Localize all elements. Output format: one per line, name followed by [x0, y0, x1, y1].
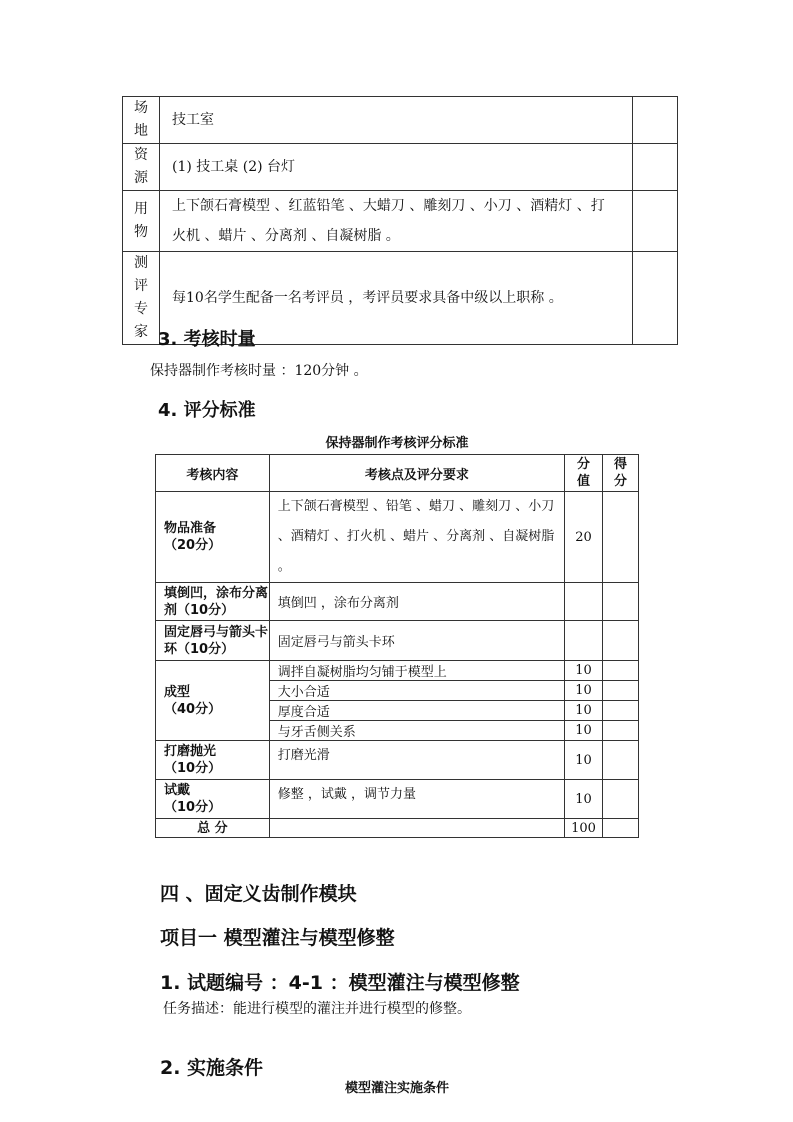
- category-points: （20分）: [164, 538, 222, 553]
- row-label: [123, 252, 160, 345]
- empty-cell: [633, 97, 678, 144]
- score-cell: 10: [565, 721, 603, 741]
- category-cell: 固定唇弓与箭头卡环（10分）: [156, 621, 270, 661]
- table-row: [156, 583, 639, 621]
- header-content: 考核内容: [156, 455, 270, 492]
- label-char: 评: [134, 278, 148, 294]
- category-name: 打磨抛光: [164, 744, 217, 759]
- label-char: 家: [134, 324, 148, 340]
- header-score: 分值: [565, 455, 603, 492]
- category-cell: [156, 492, 270, 583]
- header-points: 考核点及评分要求: [269, 455, 564, 492]
- module-heading: 四 、固定义齿制作模块: [160, 883, 357, 905]
- score-cell: 10: [565, 780, 603, 819]
- row-label: [123, 144, 160, 191]
- section-4-heading: 4. 评分标准: [158, 400, 256, 421]
- empty-cell: [633, 144, 678, 191]
- got-cell: [602, 819, 638, 838]
- section-3-heading: 3. 考核时量: [158, 329, 256, 350]
- row-label: [123, 191, 160, 252]
- label-char: 场: [134, 100, 148, 116]
- label-char: 用: [134, 201, 148, 217]
- score-cell: 10: [565, 701, 603, 721]
- point-cell: 填倒凹 ，涂布分离剂: [269, 583, 564, 621]
- table-row: [123, 144, 678, 191]
- point-cell: 固定唇弓与箭头卡环: [269, 621, 564, 661]
- label-char: 资: [134, 147, 148, 163]
- point-cell: 修整 ，试戴 ，调节力量: [269, 780, 564, 819]
- category-cell: [156, 780, 270, 819]
- category-points: （10分）: [164, 800, 222, 815]
- got-cell: [602, 701, 638, 721]
- point-cell: 大小合适: [269, 681, 564, 701]
- row-value: 每10名学生配备一名考评员 ，考评员要求具备中级以上职称 。: [160, 252, 633, 345]
- category-name: 试戴: [164, 783, 191, 798]
- got-cell: [602, 741, 638, 780]
- total-score: 100: [565, 819, 603, 838]
- task-description: 任务描述：能进行模型的灌注并进行模型的修整。: [163, 1001, 471, 1017]
- conditions-caption: 模型灌注实施条件: [344, 1081, 449, 1096]
- got-cell: [602, 681, 638, 701]
- row-value: 上下颌石膏模型 、红蓝铅笔 、大蜡刀 、雕刻刀 、小刀 、酒精灯 、打火机 、蜡片 、分离剂 、自凝树脂 。: [160, 191, 633, 252]
- point-cell: [269, 819, 564, 838]
- row-value: 技工室: [160, 97, 633, 144]
- section-3-text: 保持器制作考核时量 ：120分钟 。: [150, 363, 368, 379]
- label-char: 地: [134, 123, 148, 139]
- label-char: 测: [134, 255, 148, 271]
- point-cell: 调拌自凝树脂均匀铺于模型上: [269, 661, 564, 681]
- category-points: （40分）: [164, 701, 222, 717]
- table-row: [156, 492, 639, 583]
- total-label: 总 分: [156, 819, 270, 838]
- empty-cell: [633, 191, 678, 252]
- scoring-table: [155, 454, 639, 838]
- table-row: [123, 97, 678, 144]
- score-cell: [565, 583, 603, 621]
- row-value: (1) 技工桌 (2) 台灯: [160, 144, 633, 191]
- point-cell: 厚度合适: [269, 701, 564, 721]
- table-row: [156, 661, 639, 681]
- got-cell: [602, 492, 638, 583]
- conditions-heading: 2. 实施条件: [160, 1057, 264, 1079]
- project-heading: 项目一 模型灌注与模型修整: [160, 927, 395, 949]
- got-cell: [602, 661, 638, 681]
- table-header-row: [156, 455, 639, 492]
- category-name: 成型: [164, 684, 191, 700]
- category-cell: [156, 661, 270, 741]
- got-cell: [602, 583, 638, 621]
- label-char: 专: [134, 301, 148, 317]
- got-cell: [602, 721, 638, 741]
- score-cell: 20: [565, 492, 603, 583]
- category-points: （10分）: [164, 761, 222, 776]
- resource-table: [122, 96, 678, 345]
- label-char: 物: [134, 224, 148, 240]
- point-cell: 打磨光滑: [269, 741, 564, 780]
- score-cell: 10: [565, 661, 603, 681]
- got-cell: [602, 780, 638, 819]
- header-got: 得分: [602, 455, 638, 492]
- empty-cell: [633, 252, 678, 345]
- score-cell: [565, 621, 603, 661]
- score-cell: 10: [565, 681, 603, 701]
- question-heading: 1. 试题编号 ：4-1 ：模型灌注与模型修整: [160, 972, 520, 994]
- table-row: [123, 191, 678, 252]
- table-row: [156, 780, 639, 819]
- label-char: 源: [134, 170, 148, 186]
- score-cell: 10: [565, 741, 603, 780]
- point-cell: 与牙舌侧关系: [269, 721, 564, 741]
- category-name: 物品准备: [164, 521, 217, 536]
- category-cell: 填倒凹，涂布分离剂（10分）: [156, 583, 270, 621]
- row-label: [123, 97, 160, 144]
- table-row: [156, 621, 639, 661]
- got-cell: [602, 621, 638, 661]
- table-row: [156, 741, 639, 780]
- category-cell: [156, 741, 270, 780]
- table-row: [156, 819, 639, 838]
- point-cell: 上下颌石膏模型 、铅笔 、蜡刀 、雕刻刀 、小刀 、酒精灯 、打火机 、蜡片 、分离剂 、自凝树脂 。: [269, 492, 564, 583]
- table-caption: 保持器制作考核评分标准: [325, 436, 469, 451]
